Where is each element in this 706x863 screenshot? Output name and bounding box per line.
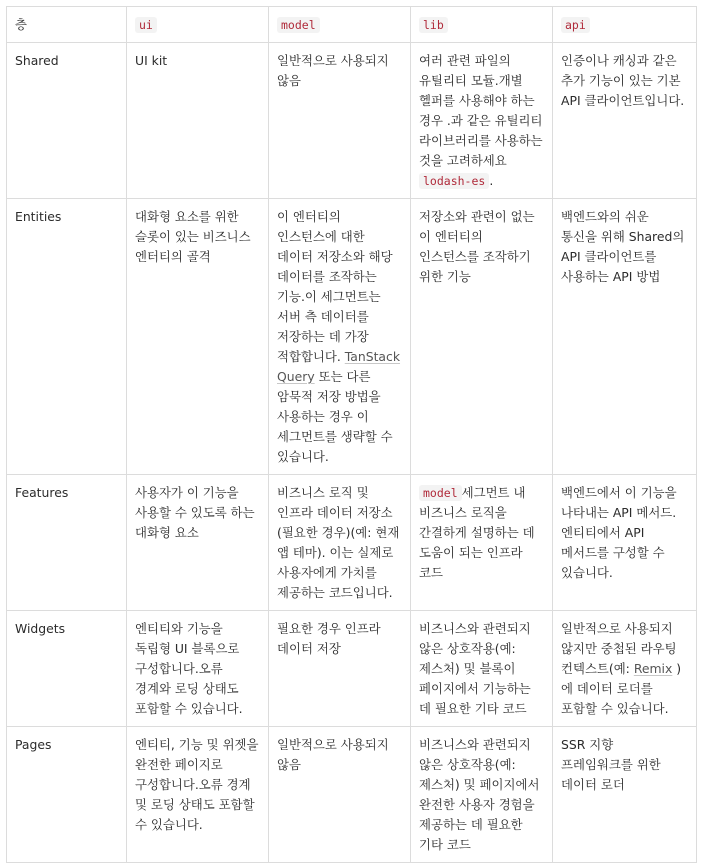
cell-ui: 엔티티와 기능을 독립형 UI 블록으로 구성합니다.오류 경계와 로딩 상태도 포함할 수 있습니다.: [127, 611, 269, 727]
lodash-es-code: lodash-es: [419, 173, 489, 189]
cell-layer: Entities: [7, 199, 127, 475]
tanstack-query-link[interactable]: TanStack Query: [277, 349, 401, 384]
table-row-features: [7, 475, 697, 611]
cell-ui: UI kit: [127, 43, 269, 199]
cell-layer: Features: [7, 475, 127, 611]
header-layer: 층: [7, 7, 127, 43]
table-row-shared: [7, 43, 697, 199]
header-row: [7, 7, 697, 43]
cell-lib: [411, 43, 553, 199]
remix-link[interactable]: Remix: [633, 661, 673, 676]
header-ui: [127, 7, 269, 43]
cell-model: [269, 199, 411, 475]
cell-model-suffix: 또는 다른 암묵적 저장 방법을 사용하는 경우 이 세그먼트를 생략할 수 있습니다.: [277, 369, 393, 464]
header-model: [269, 7, 411, 43]
header-api-code: api: [561, 17, 590, 33]
cell-api: 인증이나 캐싱과 같은 추가 기능이 있는 기본 API 클라이언트입니다.: [553, 43, 697, 199]
cell-ui: 엔티티, 기능 및 위젯을 완전한 페이지로 구성합니다.오류 경계 및 로딩 상태도 포함할 수 있습니다.: [127, 727, 269, 863]
cell-model: 비즈니스 로직 및 인프라 데이터 저장소(필요한 경우)(예: 현재 앱 테마). 이는 실제로 사용자에게 가치를 제공하는 코드입니다.: [269, 475, 411, 611]
cell-lib: 저장소와 관련이 없는 이 엔터티의 인스턴스를 조작하기 위한 기능: [411, 199, 553, 475]
cell-ui: 사용자가 이 기능을 사용할 수 있도록 하는 대화형 요소: [127, 475, 269, 611]
header-model-code: model: [277, 17, 320, 33]
cell-lib: 비즈니스와 관련되지 않은 상호작용(예: 제스처) 및 페이지에서 완전한 사용자 경험을 제공하는 데 필요한 기타 코드: [411, 727, 553, 863]
cell-lib: [411, 475, 553, 611]
cell-layer: Shared: [7, 43, 127, 199]
table-row-widgets: [7, 611, 697, 727]
cell-ui: 대화형 요소를 위한 슬롯이 있는 비즈니스 엔터티의 골격: [127, 199, 269, 475]
cell-model: 일반적으로 사용되지 않음: [269, 43, 411, 199]
header-lib-code: lib: [419, 17, 448, 33]
header-api: [553, 7, 697, 43]
cell-layer: Widgets: [7, 611, 127, 727]
cell-lib: 비즈니스와 관련되지 않은 상호작용(예: 제스처) 및 블록이 페이지에서 기능하는 데 필요한 기타 코드: [411, 611, 553, 727]
cell-lib-text: 여러 관련 파일의 유틸리티 모듈.개별 헬퍼를 사용해야 하는 경우 .과 같은 유틸리티 라이브러리를 사용하는 것을 고려하세요: [419, 53, 543, 168]
cell-api: 백엔드와의 쉬운 통신을 위해 Shared의 API 클라이언트를 사용하는 API 방법: [553, 199, 697, 475]
header-ui-code: ui: [135, 17, 157, 33]
cell-lib-suffix: .: [489, 173, 494, 188]
cell-api: SSR 지향 프레임워크를 위한 데이터 로더: [553, 727, 697, 863]
cell-lib-text: 세그먼트 내 비즈니스 로직을 간결하게 설명하는 데 도움이 되는 인프라 코드: [419, 485, 535, 580]
model-code: model: [419, 485, 462, 501]
table-row-entities: [7, 199, 697, 475]
header-lib: [411, 7, 553, 43]
cell-model: 필요한 경우 인프라 데이터 저장: [269, 611, 411, 727]
cell-api: 백엔드에서 이 기능을 나타내는 API 메서드. 엔티티에서 API 메서드를 구성할 수 있습니다.: [553, 475, 697, 611]
cell-api-text: 일반적으로 사용되지 않지만 중첩된 라우팅 컨텍스트(예:: [561, 621, 677, 676]
cell-api: [553, 611, 697, 727]
cell-layer: Pages: [7, 727, 127, 863]
layers-segments-table: [6, 6, 697, 863]
cell-model: 일반적으로 사용되지 않음: [269, 727, 411, 863]
table-row-pages: [7, 727, 697, 863]
cell-api-suffix: )에 데이터 로더를 포함할 수 있습니다.: [561, 661, 682, 716]
cell-model-text: 이 엔터티의 인스턴스에 대한 데이터 저장소와 해당 데이터를 조작하는 기능.이 세그먼트는 서버 측 데이터를 저장하는 데 가장 적합합니다.: [277, 209, 393, 364]
